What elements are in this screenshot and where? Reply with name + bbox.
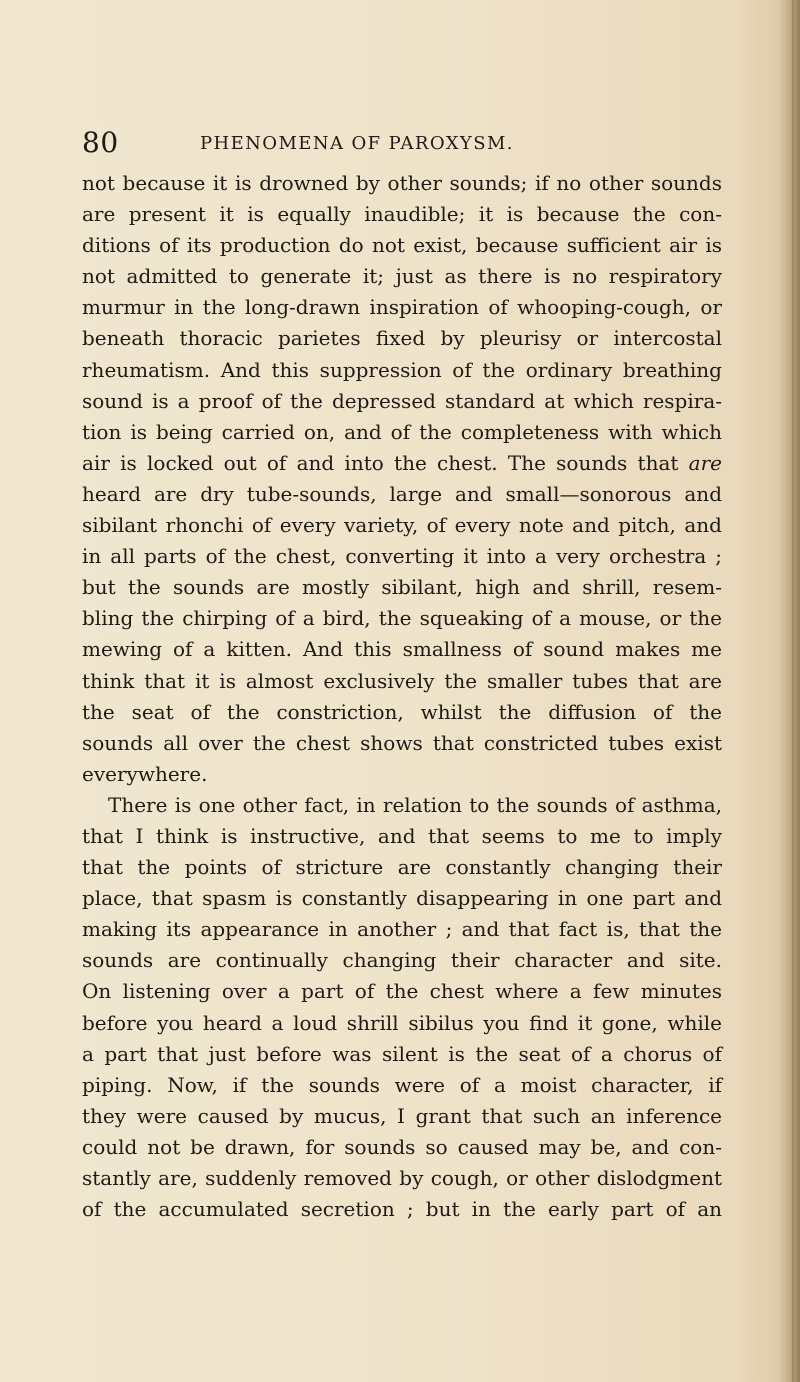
text-line: everywhere. — [82, 761, 208, 786]
page-edge-line — [792, 0, 794, 1382]
text-line: sound is a proof of the depressed standard at which respira- — [82, 388, 722, 413]
text-line: sounds all over the chest shows that constricted tubes exist — [82, 730, 722, 755]
text-line: that the points of stricture are constantly changing their — [82, 855, 722, 880]
paragraph-start-line: There is one other fact, in relation to the sounds of asthma, — [108, 792, 722, 817]
text-line: of the accumulated secretion ; but in the early part of an — [82, 1197, 722, 1222]
text-line: but the sounds are mostly sibilant, high and shrill, resem- — [82, 575, 722, 600]
text-line: heard are dry tube-sounds, large and small—sonorous and — [82, 481, 722, 506]
text-segment: air is locked out of and into the chest. The sounds that — [82, 450, 679, 475]
text-line: not because it is drowned by other sounds; if no other sounds — [82, 171, 722, 195]
text-line: piping. Now, if the sounds were of a moist character, if — [82, 1072, 722, 1097]
body-text — [82, 168, 722, 1225]
text-line: stantly are, suddenly removed by cough, or other dislodgment — [82, 1166, 722, 1190]
text-line-with-emphasis — [82, 448, 722, 479]
text-line: murmur in the long-drawn inspiration of whooping-cough, or — [82, 295, 722, 320]
page-edge-shadow — [778, 0, 800, 1382]
text-line: bling the chirping of a bird, the squeaking of a mouse, or the — [82, 606, 722, 631]
text-line: the seat of the constriction, whilst the diffusion of the — [82, 699, 722, 724]
text-line: tion is being carried on, and of the completeness with which — [82, 419, 722, 444]
text-line: making its appearance in another ; and that fact is, that the — [82, 917, 722, 942]
text-line: that I think is instructive, and that seems to me to imply — [82, 823, 722, 848]
text-line: ditions of its production do not exist, because sufficient air is — [82, 233, 722, 258]
page-header — [82, 122, 722, 162]
text-line: rheumatism. And this suppression of the ordinary breathing — [82, 357, 722, 382]
page-number: 80 — [82, 126, 119, 159]
italic-emphasis: are — [688, 450, 722, 475]
text-line: think that it is almost exclusively the smaller tubes that are — [82, 668, 722, 693]
running-head: PHENOMENA OF PAROXYSM. — [200, 133, 514, 154]
text-line: are present it is equally inaudible; it is because the con- — [82, 202, 722, 227]
text-line: On listening over a part of the chest where a few minutes — [82, 979, 722, 1004]
text-line: mewing of a kitten. And this smallness of sound makes me — [82, 637, 722, 662]
text-line: not admitted to generate it; just as there is no respiratory — [82, 264, 722, 289]
text-line: in all parts of the chest, converting it into a very orchestra ; — [82, 544, 722, 569]
text-line: place, that spasm is constantly disappearing in one part and — [82, 886, 722, 911]
text-line: they were caused by mucus, I grant that such an inference — [82, 1103, 722, 1128]
text-line: a part that just before was silent is the seat of a chorus of — [82, 1041, 722, 1066]
text-line: sounds are continually changing their character and site. — [82, 948, 722, 973]
text-line: before you heard a loud shrill sibilus you find it gone, while — [82, 1010, 722, 1035]
text-line: beneath thoracic parietes fixed by pleurisy or intercostal — [82, 326, 722, 351]
text-line: sibilant rhonchi of every variety, of every note and pitch, and — [82, 513, 722, 538]
text-line: could not be drawn, for sounds so caused may be, and con- — [82, 1134, 722, 1159]
